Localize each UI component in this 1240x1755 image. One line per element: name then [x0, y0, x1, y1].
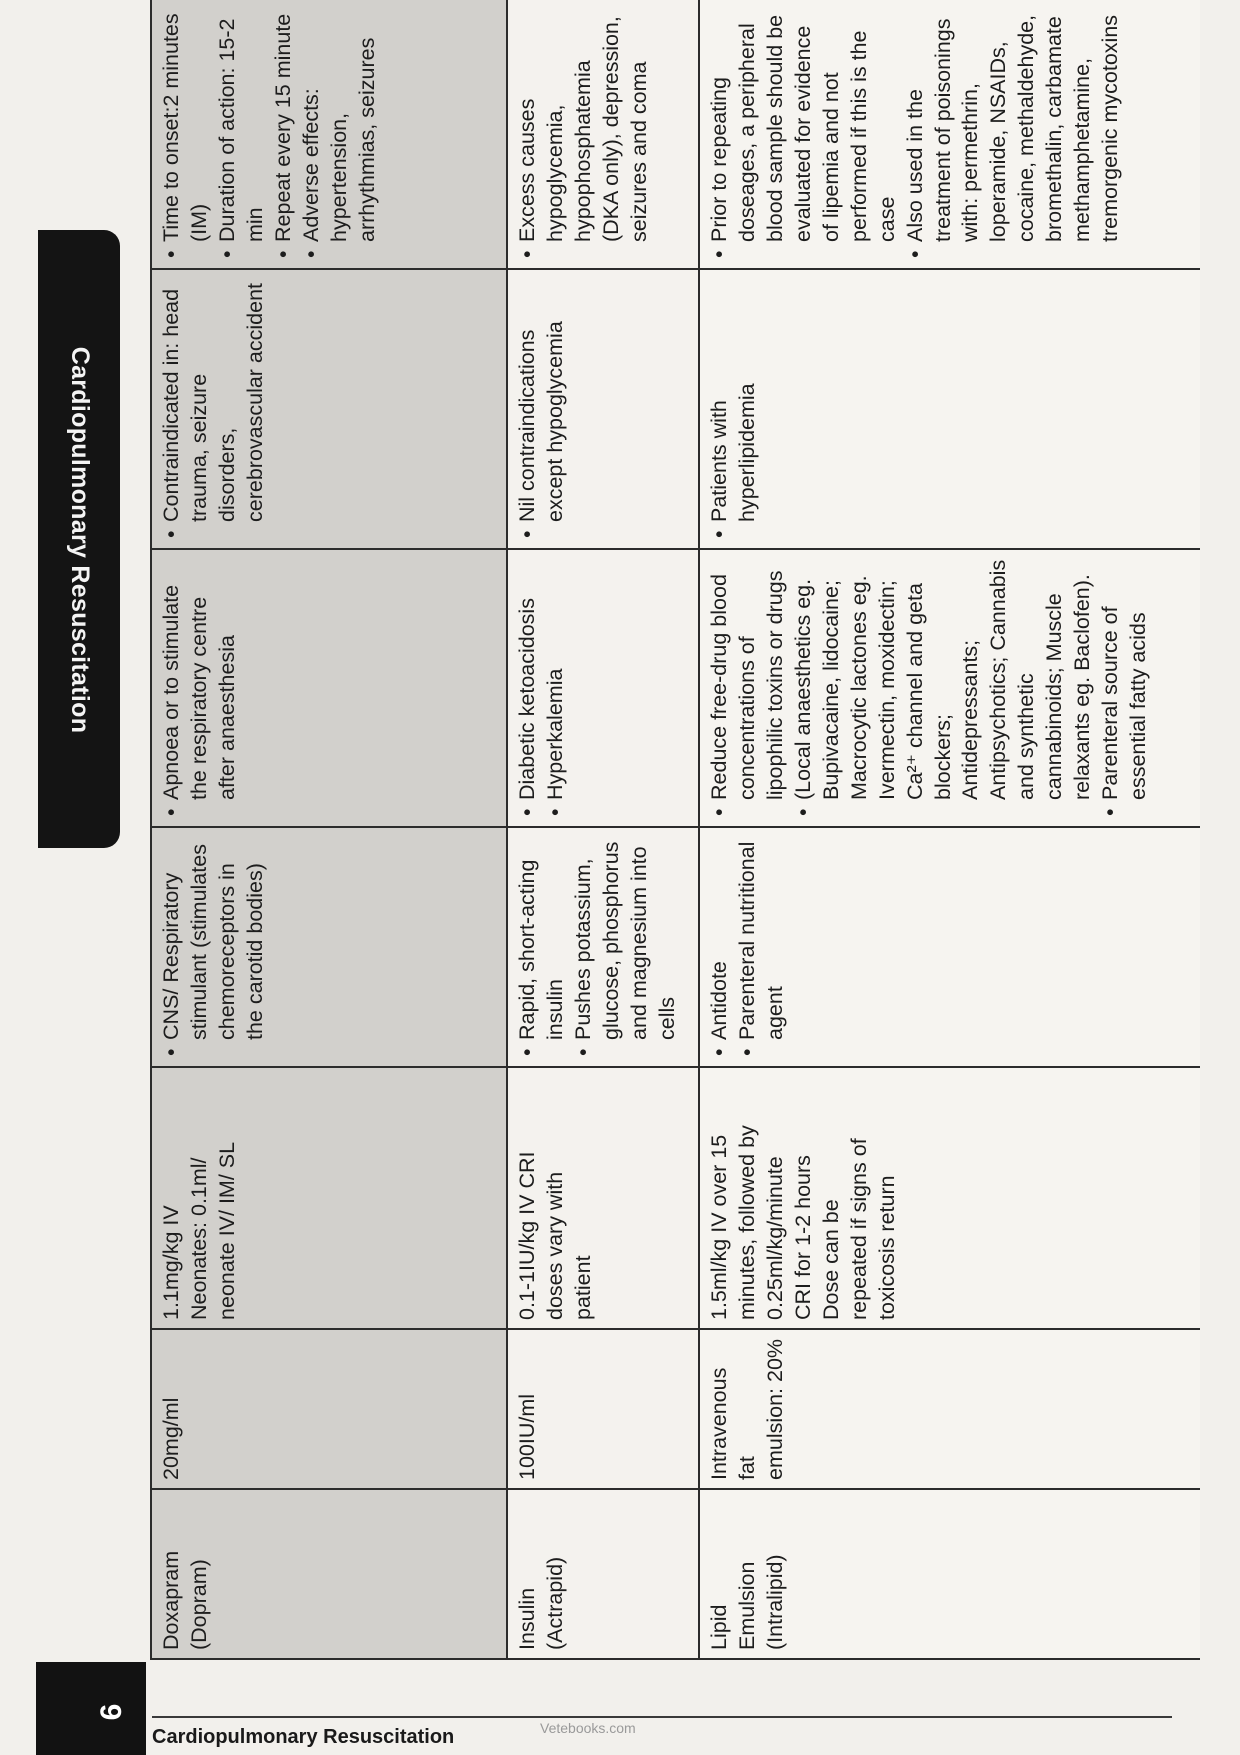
table-cell-concentration — [151, 1329, 507, 1489]
table-cell-contraindications — [507, 269, 699, 549]
table-cell-concentration — [507, 1329, 699, 1489]
cell-text: 0.1-1IU/kg IV CRI doses vary with patient — [515, 1151, 595, 1320]
bullet-item: • Parenteral nutritional agent — [734, 836, 790, 1058]
table-cell-indications — [699, 549, 1200, 827]
table-cell-class — [151, 827, 507, 1067]
bullet-item: • Also used in the treatment of poisonings with: permethrin, loperamide, NSAIDs, cocaine, methaldehyde, bromethalin, carbamate methamphetamine, tremorgenic mycotoxins — [902, 8, 1126, 260]
table-cell-notes — [507, 0, 699, 269]
table-cell-contraindications — [699, 269, 1200, 549]
bullet-list — [514, 8, 654, 260]
bullet-list — [158, 8, 382, 260]
table-cell-notes — [699, 0, 1200, 269]
watermark: Vetebooks.com — [540, 1720, 636, 1736]
table-cell-indications — [151, 549, 507, 827]
table-cell-dose — [507, 1067, 699, 1329]
bullet-item: • Duration of action: 15-2 min — [214, 8, 270, 260]
table-cell-dose — [699, 1067, 1200, 1329]
bullet-item: • Apnoea or to stimulate the respiratory centre after anaesthesia — [158, 558, 242, 818]
bullet-item: • Pushes potassium, glucose, phosphorus and magnesium into cells — [570, 836, 682, 1058]
bullet-item: • Antidote — [706, 836, 734, 1058]
table-cell-dose — [151, 1067, 507, 1329]
bullet-list — [514, 836, 682, 1058]
bullet-item: • Repeat every 15 minute — [270, 8, 298, 260]
bullet-list — [514, 278, 570, 540]
cell-text: 1.5ml/kg IV over 15 minutes, followed by 0.25ml/kg/minute CRI for 1-2 hours Dose can be repeated if signs of toxicosis return — [707, 1125, 899, 1320]
table-cell-drug — [699, 1489, 1200, 1659]
table-cell-drug — [151, 1489, 507, 1659]
bullet-item: • (Local anaesthetics eg. Bupivacaine, lidocaine; Macrocytic lactones eg. Ivermectin, moxidectin; Ca²⁺ channel and geta blockers; Antidepressants; Antipsychotics; Cannabis and synthetic cannabinoids; Muscle relaxants eg. Baclofen). — [790, 558, 1097, 818]
table-cell-notes — [151, 0, 507, 269]
bullet-item: • Nil contraindications except hypoglycemia — [514, 278, 570, 540]
bullet-item: • CNS/ Respiratory stimulant (stimulates chemoreceptors in the carotid bodies) — [158, 836, 270, 1058]
bullet-item: • Prior to repeating doseages, a peripheral blood sample should be evaluated for evidence of lipemia and not performed if this is the case — [706, 8, 902, 260]
bullet-item: • Time to onset:2 minutes (IM) — [158, 8, 214, 260]
bullet-list — [514, 558, 570, 818]
table-cell-concentration — [699, 1329, 1200, 1489]
table-cell-contraindications — [151, 269, 507, 549]
cell-text: 20mg/ml — [159, 1397, 183, 1480]
bullet-item: • Contraindicated in: head trauma, seizure disorders, cerebrovascular accident — [158, 278, 270, 540]
table-cell-class — [507, 827, 699, 1067]
table-row — [699, 0, 1200, 1659]
cell-text: Intravenous fat emulsion: 20% — [707, 1338, 787, 1480]
bullet-item: • Reduce free-drug blood concentrations of lipophilic toxins or drugs — [706, 558, 790, 818]
cell-text: 100IU/ml — [515, 1393, 539, 1480]
footer-title: Cardiopulmonary Resuscitation — [152, 1726, 455, 1748]
bullet-list — [706, 836, 790, 1058]
bullet-list — [706, 278, 762, 540]
footer-divider — [152, 1716, 1172, 1718]
cell-text: Lipid Emulsion (Intralipid) — [707, 1554, 787, 1650]
cell-text: 1.1mg/kg IV Neonates: 0.1ml/ neonate IV/ IM/ SL — [159, 1141, 239, 1320]
bullet-list — [158, 278, 270, 540]
bullet-list — [158, 836, 270, 1058]
table-cell-drug — [507, 1489, 699, 1659]
bullet-item: • Parenteral source of essential fatty acids — [1097, 558, 1153, 818]
table-cell-class — [699, 827, 1200, 1067]
drug-table — [150, 0, 1200, 1660]
cell-text: Insulin (Actrapid) — [515, 1556, 567, 1650]
bullet-item: • Hyperkalemia — [542, 558, 570, 818]
table-row — [507, 0, 699, 1659]
bullet-item: • Adverse effects: hypertension, arrhythmias, seizures — [298, 8, 382, 260]
chapter-tab-label: Cardiopulmonary Resuscitation — [66, 346, 94, 734]
bullet-list — [706, 558, 1153, 818]
page-number: 6 — [95, 1703, 128, 1721]
table-cell-indications — [507, 549, 699, 827]
table-row — [151, 0, 507, 1659]
bullet-list — [158, 558, 242, 818]
bullet-item: • Diabetic ketoacidosis — [514, 558, 542, 818]
bullet-list — [706, 8, 1125, 260]
drug-table-container — [150, 0, 1200, 1660]
bullet-item: • Patients with hyperlipidemia — [706, 278, 762, 540]
bullet-item: • Rapid, short-acting insulin — [514, 836, 570, 1058]
bullet-item: • Excess causes hypoglycemia, hypophosphatemia (DKA only), depression, seizures and coma — [514, 8, 654, 260]
cell-text: Doxapram (Dopram) — [159, 1550, 211, 1650]
